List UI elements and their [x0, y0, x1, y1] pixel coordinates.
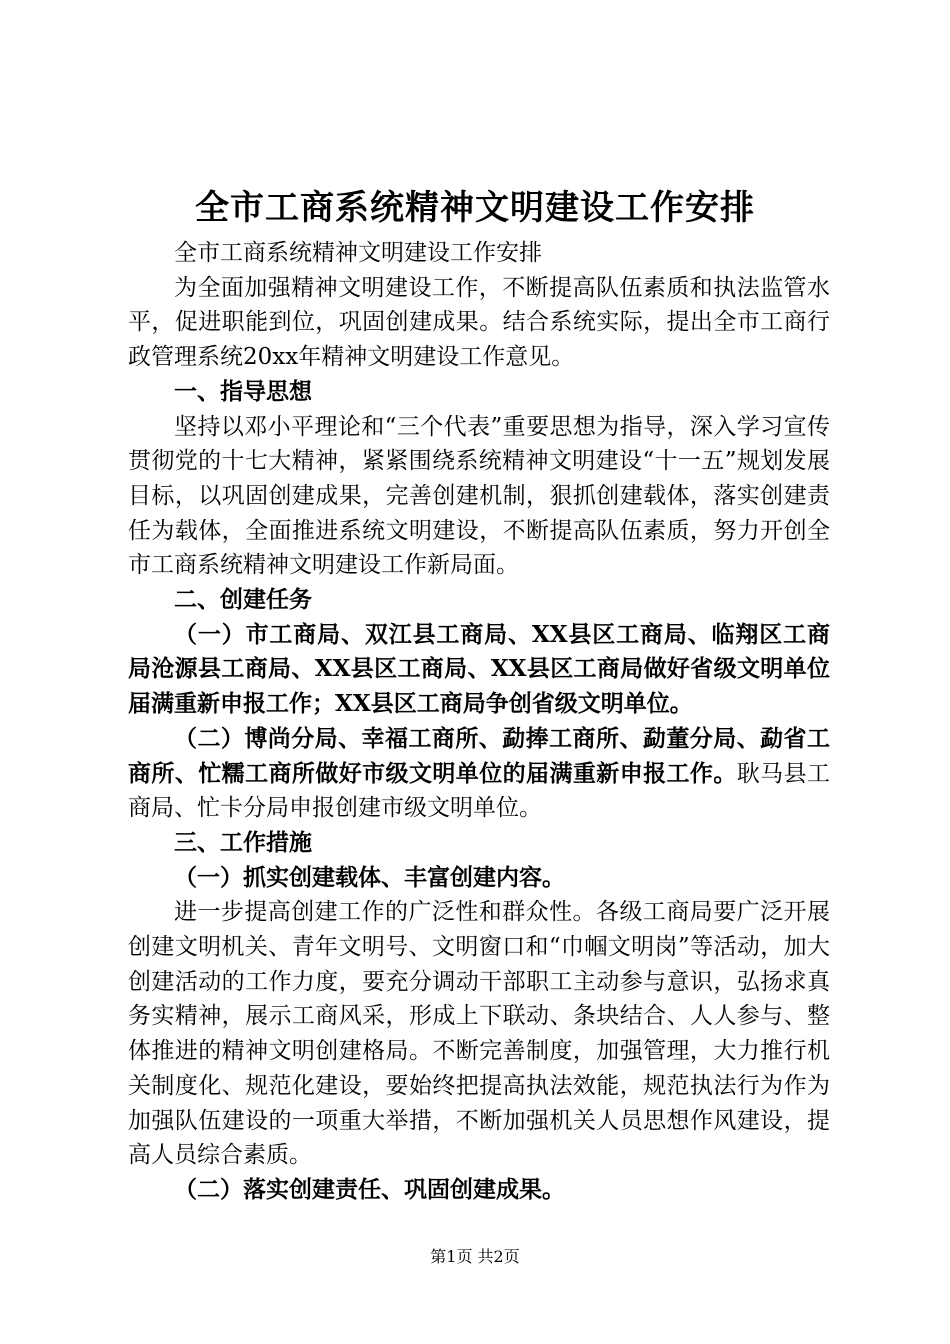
document-body [128, 236, 830, 1208]
subheading-measure-one: （一）抓实创建载体、丰富创建内容。 [174, 863, 565, 891]
document-title: 全市工商系统精神文明建设工作安排 [195, 188, 755, 228]
page-footer: 第1页 共2页 [430, 1247, 520, 1266]
task-two-bold-text: （二）博尚分局、幸福工商所、勐捧工商所、勐董分局、勐省工商所、忙糯工商所做好市级文明单位的届满重新申报工作。 [128, 724, 830, 787]
paragraph-task-two [128, 722, 830, 826]
subheading-measure-two: （二）落实创建责任、巩固创建成果。 [174, 1175, 565, 1203]
paragraph-measure-one: 进一步提高创建工作的广泛性和群众性。各级工商局要广泛开展创建文明机关、青年文明号、文明窗口和“巾帼文明岗”等活动，加大创建活动的工作力度，要充分调动干部职工主动参与意识，弘扬求真务实精神，展示工商风采，形成上下联动、条块结合、人人参与、整体推进的精神文明创建格局。不断完善制度，加强管理，大力推行机关制度化、规范化建设，要始终把提高执法效能，规范执法行为作为加强队伍建设的一项重大举措，不断加强机关人员思想作风建设，提高人员综合素质。 [128, 899, 830, 1169]
task-two-normal-text: 耿马县工商局、忙卡分局申报创建市级文明单位。 [128, 760, 831, 822]
paragraph-intro: 为全面加强精神文明建设工作，不断提高队伍素质和执法监管水平，促进职能到位，巩固创建成果。结合系统实际，提出全市工商行政管理系统20xx年精神文明建设工作意见。 [128, 274, 830, 371]
section-heading-tasks: 二、创建任务 [174, 586, 312, 614]
paragraph-task-one: （一）市工商局、双江县工商局、XX县区工商局、临翔区工商局沧源县工商局、XX县区工商局、XX县区工商局做好省级文明单位届满重新申报工作；XX县区工商局争创省级文明单位。 [128, 620, 830, 718]
paragraph-guiding-thought: 坚持以邓小平理论和“三个代表”重要思想为指导，深入学习宣传贯彻党的十七大精神，紧紧围绕系统精神文明建设“十一五”规划发展目标，以巩固创建成果，完善创建机制，狠抓创建载体，落实创建责任为载体，全面推进系统文明建设，不断提高队伍素质，努力开创全市工商系统精神文明建设工作新局面。 [128, 413, 830, 579]
paragraph-subtitle: 全市工商系统精神文明建设工作安排 [174, 240, 542, 266]
section-heading-guiding-thought: 一、指导思想 [174, 377, 312, 405]
section-heading-measures: 三、工作措施 [174, 828, 312, 856]
